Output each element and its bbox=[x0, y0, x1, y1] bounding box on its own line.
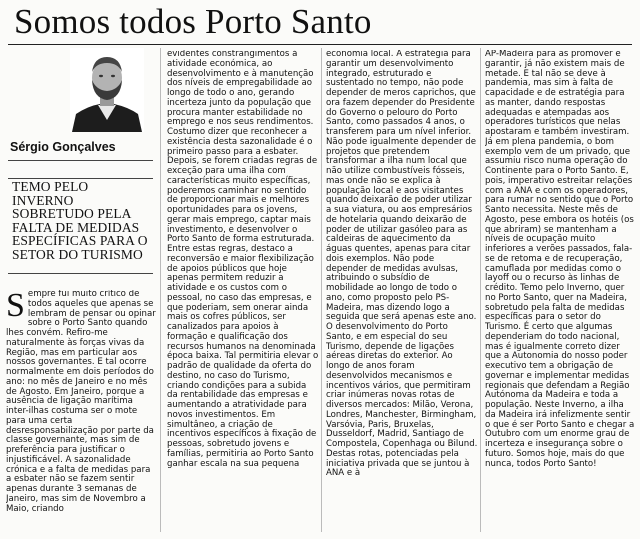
author-portrait-icon bbox=[70, 48, 144, 132]
headline-rule bbox=[8, 44, 632, 45]
article-column-4: AP-Madeira para as promover e garantir, já não existem mais de metade. E tal não se deve à pandemia, mas sim à falta de capacidade e de estratégia para as manter, dando respostas adequadas e atempadas aos operadores turísticos que nelas apostaram e também investiram. Já em plena pandemia, o bom exemplo vem de um privado, que assumiu risco numa operação do Continente para o Porto Santo. E, pois, imperativo estreitar relações com a ANA e com os operadores, para rumar no sentido que o Porto Santo necessita. Neste mês de Agosto, pese embora os hotéis (os que abriram) se mantenham a níveis de ocupação muito inferiores a verões passados, fala-se de retoma e de recuperação, camuflada por medidas como o layoff ou o recurso às linhas de crédito. Temo pelo Inverno, quer no Porto Santo, quer na Madeira, sobretudo pela falta de medidas específicas para o setor do Turismo. É certo que algumas dependeriam do todo nacional, mas é igualmente correto dizer que a Autonomia do nosso poder executivo tem a obrigação de governar e implementar medidas regionais que defendam a Região Autónoma da Madeira e toda a população. Neste Inverno, a ilha da Madeira irá infelizmente sentir o que é ser Porto Santo e chegar a Outubro com um enorme grau de incerteza e insegurança sobre o futuro. Somos hoje, mais do que nunca, todos Porto Santo! bbox=[485, 50, 635, 469]
column-divider bbox=[160, 48, 161, 532]
drop-cap: S bbox=[6, 290, 25, 324]
article-column-3: economia local. A estratégia para garantir um desenvolvimento integrado, estruturado e sustentado no tempo, não pode depender de meros caprichos, que ora fazem depender do Presidente do Governo o pelouro do Porto Santo, como passados 4 anos, o transferem para um nível inferior. Não pode igualmente depender de projetos que pretendem transformar a ilha num local que não utilize combustíveis fósseis, mas onde não se explica à população local e aos visitantes quando deixarão de poder utilizar a sua viatura, ou aos empresários de hotelaria quando deixarão de poder de utilizar gasóleo para as caldeiras de aquecimento da águas quentes, apenas para citar dois exemplos. Não pode depender de medidas avulsas, atribuindo o subsídio de mobilidade ao longo de todo o ano, como proposto pelo PS-Madeira, mas dizendo logo a seguida que será apenas este ano. O desenvolvimento do Porto Santo, e em especial do seu Turismo, depende de ligações aéreas diretas do exterior. Ao longo de anos foram desenvolvidos mecanismos e incentivos vários, que permitiram criar inúmeras novas rotas de diversos mercados: Milão, Verona, Londres, Manchester, Birmingham, Varsóvia, Paris, Bruxelas, Dusseldorf, Madrid, Santiago de Compostela, Copenhaga ou Bilund. Destas rotas, potenciadas pela iniciativa privada que se juntou à ANA e à bbox=[326, 50, 478, 479]
byline-rule bbox=[8, 160, 153, 161]
headline: Somos todos Porto Santo bbox=[14, 2, 372, 41]
pull-quote: TEMO PELO INVERNO SOBRETUDO PELA FALTA DE MEDIDAS ESPECÍFICAS PARA O SETOR DO TURISMO bbox=[12, 179, 148, 262]
column-divider bbox=[321, 48, 322, 532]
article-column-1 bbox=[6, 290, 157, 530]
author-name: Sérgio Gonçalves bbox=[10, 140, 116, 154]
article-column-2: evidentes constrangimentos à atividade económica, ao desenvolvimento e à manutenção dos níveis de empregabilidade ao longo de todo o ano, gerando incerteza junto da população que procura manter estabilidade no emprego e nos seus rendimentos. Costumo dizer que reconhecer a existência desta sazonalidade é o primeiro passo para a esbater. Depois, se forem criadas regras de exceção para uma ilha com características muito específicas, poderemos caminhar no sentido de proporcionar mais e melhores oportunidades para os jovens, gerar mais emprego, captar mais investimento, e desenvolver o Porto Santo de forma estruturada. Entre estas regras, destaco a reconversão e maior flexibilização de apoios públicos que hoje apenas permitem reduzir a atividade e os custos com o pessoal, no caso das empresas, e que poderiam, sem onerar ainda mais os cofres públicos, ser canalizados para apoios à formação e qualificação dos recursos humanos na denominada época baixa. Tal permitiria elevar o padrão de qualidade da oferta do destino, no caso do Turismo, criando condições para a subida da rentabilidade das empresas e aumentando a atratividade para novos investimentos. Em simultâneo, a criação de incentivos específicos à fixação de pessoas, sobretudo jovens e famílias, permitiria ao Porto Santo ganhar escala na sua pequena bbox=[167, 50, 319, 469]
column-divider bbox=[480, 48, 481, 532]
column-1-text: empre fui muito crítico de todos aqueles que apenas se lembram de pensar ou opinar sobre o Porto Santo quando lhes convém. Refiro-me naturalmente às forças vivas da Região, mas em particular aos nossos governantes. E tal ocorre normalmente em dois períodos do ano: no mês de Janeiro e no mês de Agosto. Em Janeiro, porque a ausência de ligação marítima inter-ilhas costuma ser o mote para uma certa desresponsabilização por parte da classe governante, mas sim de preferência para justificar o injustificável. A sazonalidade crónica e a falta de medidas para a esbater não se fazem sentir apenas durante 3 semanas de Janeiro, mas sim de Novembro a Maio, criando bbox=[6, 290, 156, 514]
author-photo bbox=[70, 48, 144, 132]
pull-quote-bottom-rule bbox=[8, 273, 153, 274]
